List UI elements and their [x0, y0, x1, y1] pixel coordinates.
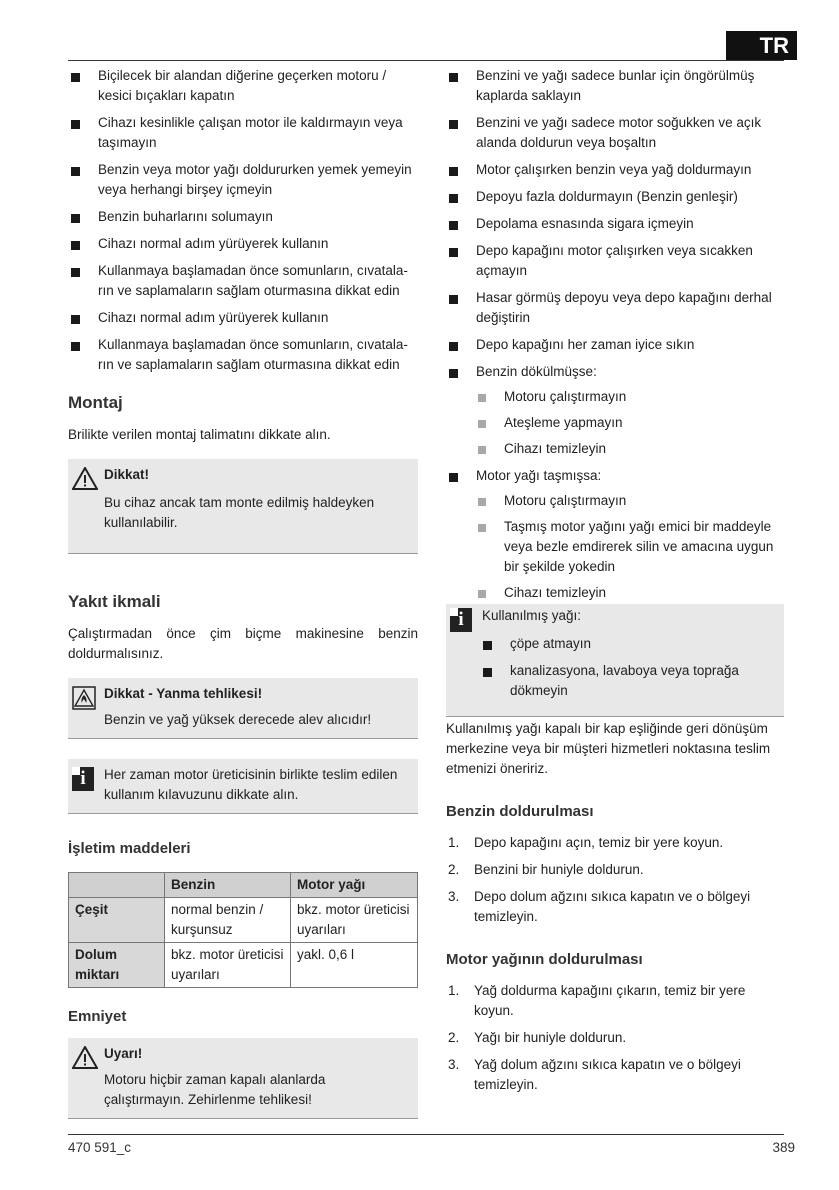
warning-title: Uyarı!	[104, 1046, 143, 1061]
footer-rule	[68, 1134, 784, 1135]
info-icon: i	[450, 608, 472, 632]
list-item: 1. Depo kapağını açın, temiz bir yere koyun.	[448, 835, 724, 850]
table-row	[69, 873, 418, 898]
info-icon: i	[72, 767, 94, 791]
table-cell: Dolum miktarı	[69, 943, 165, 988]
page-number: 389	[772, 1140, 795, 1155]
caution-box	[68, 459, 418, 554]
yakit-heading: Yakıt ikmali	[68, 592, 161, 611]
table-cell: bkz. motor üreticisi uyarıları	[165, 943, 291, 988]
warning-triangle-icon	[72, 467, 98, 496]
list-item: Biçilecek bir alandan diğerine geçerken motoru / kesici bıçakları kapatın	[68, 66, 418, 106]
warning-text: Motoru hiçbir zaman kapalı alanlarda çalıştırmayın. Zehirlenme tehlikesi!	[104, 1072, 326, 1107]
list-item	[446, 362, 784, 459]
overflow-label: Motor yağı taşmışsa:	[476, 468, 602, 483]
fire-warning-text: Benzin ve yağ yüksek derecede alev alıcıdır!	[104, 712, 372, 727]
language-tab: TR	[726, 31, 797, 60]
table-cell: bkz. motor üreticisi uyarıları	[291, 898, 418, 943]
montaj-heading: Montaj	[68, 393, 123, 412]
table-header-empty	[69, 873, 165, 898]
fuel-safety-list	[446, 66, 784, 603]
list-item: Motor çalışırken benzin veya yağ doldurmayın	[446, 160, 784, 180]
list-item: Cihazı temizleyin	[476, 583, 784, 603]
list-item: Ateşleme yapmayın	[476, 413, 784, 433]
list-item	[446, 466, 784, 603]
isletim-heading: İşletim maddeleri	[68, 840, 191, 857]
left-column	[68, 66, 418, 1119]
table-header-benzin: Benzin	[165, 873, 291, 898]
list-item: Hasar görmüş depoyu veya depo kapağını derhal değiştirin	[446, 288, 784, 328]
table-cell: yakl. 0,6 l	[291, 943, 418, 988]
list-item: 2. Yağı bir huniyle doldurun.	[448, 1030, 627, 1045]
table-row	[69, 943, 418, 988]
safety-bullet-list	[68, 66, 418, 375]
list-item: 3. Yağ dolum ağzını sıkıca kapatın ve o bölgeyi temizleyin.	[448, 1057, 741, 1092]
yag-dolum-heading: Motor yağının doldurulması	[446, 951, 643, 968]
list-item: Kullanmaya başlamadan önce somunların, cıvatala-rın ve saplamaların sağlam oturmasına dikkat edin	[68, 261, 418, 301]
table-cell: Çeşit	[69, 898, 165, 943]
list-item: Cihazı normal adım yürüyerek kullanın	[68, 308, 418, 328]
emniyet-heading: Emniyet	[68, 1008, 127, 1025]
yakit-text: Çalıştırmadan önce çim biçme makinesine benzin doldurmalısınız.	[68, 626, 418, 661]
caution-title: Dikkat!	[104, 467, 150, 482]
list-item: Depo kapağını motor çalışırken veya sıcakken açmayın	[446, 241, 784, 281]
list-item: Motoru çalıştırmayın	[476, 491, 784, 511]
list-item: Depo kapağını her zaman iyice sıkın	[446, 335, 784, 355]
fire-warning-title: Dikkat - Yanma tehlikesi!	[104, 686, 263, 701]
fire-icon	[72, 686, 96, 716]
info-box	[68, 759, 418, 814]
caution-text: Bu cihaz ancak tam monte edilmiş haldeyken kullanılabilir.	[104, 495, 375, 530]
info-text: Her zaman motor üreticisinin birlikte teslim edilen kullanım kılavuzunu dikkate alın.	[104, 767, 398, 802]
spill-label: Benzin dökülmüşse:	[476, 364, 597, 379]
list-item: Benzin veya motor yağı doldururken yemek yemeyin veya herhangi birşey içmeyin	[68, 160, 418, 200]
right-column	[446, 66, 784, 1102]
list-item: Benzin buharlarını solumayın	[68, 207, 418, 227]
table-row	[69, 898, 418, 943]
list-item: 1. Yağ doldurma kapağını çıkarın, temiz bir yere koyun.	[448, 983, 746, 1018]
list-item: Benzini ve yağı sadece motor soğukken ve açık alanda doldurun veya boşaltın	[446, 113, 784, 153]
warning-box	[68, 1038, 418, 1119]
list-item: Depolama esnasında sigara içmeyin	[446, 214, 784, 234]
list-item: Kullanmaya başlamadan önce somunların, cıvatala-rın ve saplamaların sağlam oturmasına dikkat edin	[68, 335, 418, 375]
list-item: kanalizasyona, lavaboya veya toprağa dökmeyin	[480, 661, 774, 701]
list-item: 3. Depo dolum ağzını sıkıca kapatın ve o bölgeyi temizleyin.	[448, 889, 751, 924]
yag-dolum-steps	[446, 981, 784, 1095]
benzin-dolum-steps	[446, 833, 784, 927]
fire-warning-box	[68, 678, 418, 739]
warning-triangle-icon	[72, 1046, 98, 1075]
list-item: Cihazı normal adım yürüyerek kullanın	[68, 234, 418, 254]
list-item: Cihazı temizleyin	[476, 439, 784, 459]
montaj-text: Brilikte verilen montaj talimatını dikkate alın.	[68, 427, 331, 442]
list-item: Cihazı kesinlikle çalışan motor ile kaldırmayın veya taşımayın	[68, 113, 418, 153]
operating-materials-table	[68, 872, 418, 988]
spill-sublist	[476, 387, 784, 459]
header-rule	[68, 60, 784, 61]
used-oil-info-box	[446, 604, 784, 717]
used-oil-recommendation: Kullanılmış yağı kapalı bir kap eşliğinde geri dönüşüm merkezine veya bir müşteri hizmetleri noktasına teslim etmenizi öneririz.	[446, 721, 771, 776]
table-header-yag: Motor yağı	[291, 873, 418, 898]
list-item: Taşmış motor yağını yağı emici bir maddeyle veya bezle emdirerek silin ve amacına uygun bir şekilde yokedin	[476, 517, 784, 577]
list-item: çöpe atmayın	[480, 634, 774, 654]
document-code: 470 591_c	[68, 1140, 132, 1155]
list-item: 2. Benzini bir huniyle doldurun.	[448, 862, 644, 877]
benzin-dolum-heading: Benzin doldurulması	[446, 803, 594, 820]
used-oil-list	[480, 634, 774, 701]
list-item: Depoyu fazla doldurmayın (Benzin genleşir)	[446, 187, 784, 207]
list-item: Benzini ve yağı sadece bunlar için öngörülmüş kaplarda saklayın	[446, 66, 784, 106]
overflow-sublist	[476, 491, 784, 603]
table-cell: normal benzin / kurşunsuz	[165, 898, 291, 943]
used-oil-title: Kullanılmış yağı:	[482, 608, 582, 623]
list-item: Motoru çalıştırmayın	[476, 387, 784, 407]
